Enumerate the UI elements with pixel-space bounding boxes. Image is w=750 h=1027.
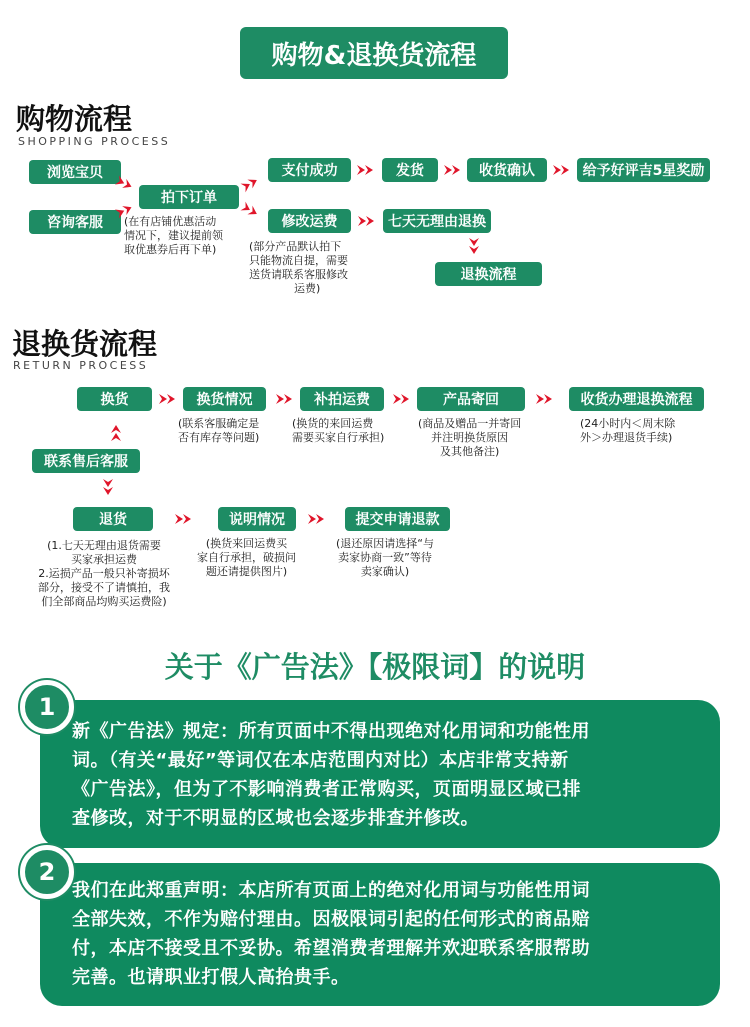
step-browse: 浏览宝贝 xyxy=(29,160,121,184)
arrow-icon xyxy=(357,165,373,175)
step-seven-day: 七天无理由退换 xyxy=(383,209,491,233)
step-refund: 退货 xyxy=(73,507,153,531)
arrow-icon xyxy=(103,479,113,495)
shopping-subtitle: SHOPPING PROCESS xyxy=(18,135,171,148)
arrow-icon xyxy=(175,514,191,524)
shopping-title: 购物流程 xyxy=(16,102,133,136)
note-submit: (退还原因请选择“与 卖家协商一致”等待 卖家确认) xyxy=(336,537,434,578)
arrow-icon xyxy=(276,394,292,404)
step-order: 拍下订单 xyxy=(139,185,239,209)
legal-title: 关于《广告法》【极限词】的说明 xyxy=(164,650,586,684)
arrow-icon xyxy=(444,165,460,175)
step-pay: 支付成功 xyxy=(268,158,351,182)
note-exchange-info: (联系客服确定是 否有库存等问题) xyxy=(178,417,260,444)
arrow-icon xyxy=(536,394,552,404)
returns-title: 退换货流程 xyxy=(12,327,158,361)
note-mail-back: (商品及赠品一并寄回 并注明换货原因 及其他备注) xyxy=(418,417,522,458)
step-exchange-info: 换货情况 xyxy=(183,387,266,411)
step-contact-service: 联系售后客服 xyxy=(32,449,140,473)
note-modify: (部分产品默认拍下 只能物流自提，需要 送货请联系客服修改 运费) xyxy=(249,240,348,295)
legal-card-2: 我们在此郑重声明：本店所有页面上的绝对化用词与功能性用词 全部失效，不作为赔付理由。因极限词引起的任何形式的商品赔 付，本店不接受且不妥协。希望消费者理解并欢迎联系客服帮助 完善。也请职业打假人高抬贵手。 xyxy=(40,863,720,1006)
step-pay-fee: 补拍运费 xyxy=(300,387,384,411)
page-title: 购物&退换货流程 xyxy=(240,27,508,79)
arrow-icon xyxy=(241,176,260,193)
step-consult: 咨询客服 xyxy=(29,210,121,234)
card-number-1: 1 xyxy=(20,680,74,734)
arrow-icon xyxy=(159,394,175,404)
note-refund: (1.七天无理由退货需要 买家承担运费 2.运损产品一般只补寄损坏 部分，接受不了请慎拍，我 们全部商品均购买运费险) xyxy=(38,539,170,608)
note-pay-fee: (换货的来回运费 需要买家自行承担) xyxy=(292,417,385,444)
step-mail-back: 产品寄回 xyxy=(417,387,525,411)
step-submit: 提交申请退款 xyxy=(345,507,450,531)
note-process: (24小时内＜周末除 外＞办理退货手续) xyxy=(580,417,676,444)
arrow-icon xyxy=(553,165,569,175)
arrow-icon xyxy=(469,238,479,254)
step-modify: 修改运费 xyxy=(268,209,351,233)
step-reward: 给予好评吉5星奖励 xyxy=(577,158,710,182)
step-return-flow: 退换流程 xyxy=(435,262,542,286)
arrow-icon xyxy=(393,394,409,404)
arrow-icon xyxy=(115,203,134,219)
step-confirm: 收货确认 xyxy=(467,158,547,182)
arrow-icon xyxy=(308,514,324,524)
note-explain: (换货来回运费买 家自行承担，破损问 题还请提供图片) xyxy=(197,537,296,578)
step-process: 收货办理退换流程 xyxy=(569,387,704,411)
legal-card-1: 新《广告法》规定：所有页面中不得出现绝对化用词和功能性用 词。（有关“最好”等词仅在本店范围内对比）本店非常支持新 《广告法》，但为了不影响消费者正常购买，页面明显区域已排 查修改，对于不明显的区域也会逐步排查并修改。 xyxy=(40,700,720,848)
step-ship: 发货 xyxy=(382,158,438,182)
card-number-2: 2 xyxy=(20,845,74,899)
arrow-icon xyxy=(115,175,134,191)
step-explain: 说明情况 xyxy=(218,507,296,531)
step-exchange: 换货 xyxy=(77,387,152,411)
note-order: (在有店铺优惠活动 情况下，建议提前领 取优惠券后再下单) xyxy=(124,215,223,256)
arrow-icon xyxy=(111,425,121,441)
returns-subtitle: RETURN PROCESS xyxy=(13,359,149,372)
arrow-icon xyxy=(241,202,260,219)
arrow-icon xyxy=(358,216,374,226)
